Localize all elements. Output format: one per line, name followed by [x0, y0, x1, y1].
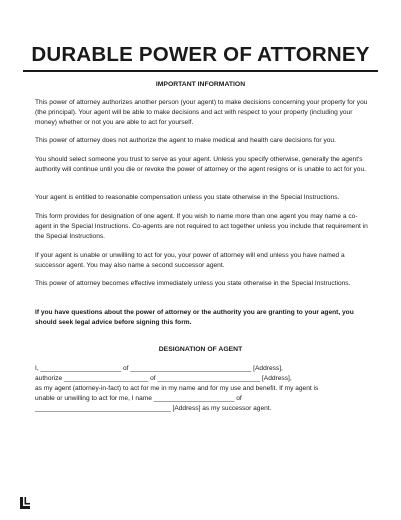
document-title: DURABLE POWER OF ATTORNEY: [31, 43, 370, 66]
paragraph-effective: This power of attorney becomes effective immediately unless you state otherwise in the Special Instructions.: [35, 280, 351, 287]
designation-of-agent-heading: DESIGNATION OF AGENT: [158, 346, 243, 353]
important-information-heading: IMPORTANT INFORMATION: [155, 81, 246, 88]
paragraph-no-medical: This power of attorney does not authorize the agent to make medical and health care decisions for you.: [35, 137, 336, 144]
paragraph-select-agent: You should select someone you trust to serve as your agent. Unless you specify otherwise, generally the agent's authority will continue until you die or revoke the power of attorney or the agent resigns or is unable to act for you.: [35, 156, 366, 174]
title-divider: [23, 70, 378, 72]
designation-line-agent: authorize _______________________ of ____________________________ [Address],: [35, 375, 292, 382]
paragraph-compensation: Your agent is entitled to reasonable compensation unless you state otherwise in the Special Instructions.: [35, 194, 340, 201]
paragraph-successor-agent: If your agent is unable or unwilling to act for you, your power of attorney will end unless you have named a successor agent. You may also name a second successor agent.: [35, 252, 345, 270]
designation-line-successor-address: _____________________________________ [Address] as my successor agent.: [35, 405, 272, 412]
legal-templates-logo-icon: [20, 497, 30, 509]
paragraph-authorization: This power of attorney authorizes another person (your agent) to make decisions concerning your property for you (the principal). Your agent will be able to make decisions and act with respect to your property (including your money) whether or not you are able to act for yourself.: [35, 99, 368, 127]
paragraph-co-agents: This form provides for designation of one agent. If you wish to name more than one agent you may name a co-agent in the Special Instructions. Co-agents are not required to act together unless you include that requirement in the Special Instructions.: [35, 213, 368, 241]
designation-line-successor: unable or unwilling to act for me, I name ______________________ of: [35, 395, 242, 402]
paragraph-legal-advice: If you have questions about the power of attorney or the authority you are granting to your agent, you should seek legal advice before signing this form.: [35, 309, 354, 327]
designation-line-principal: I, ______________________ of _________________________________ [Address],: [35, 365, 283, 372]
designation-line-authority: as my agent (attorney-in-fact) to act for me in my name and for my use and benefit. If my agent is: [35, 385, 319, 392]
